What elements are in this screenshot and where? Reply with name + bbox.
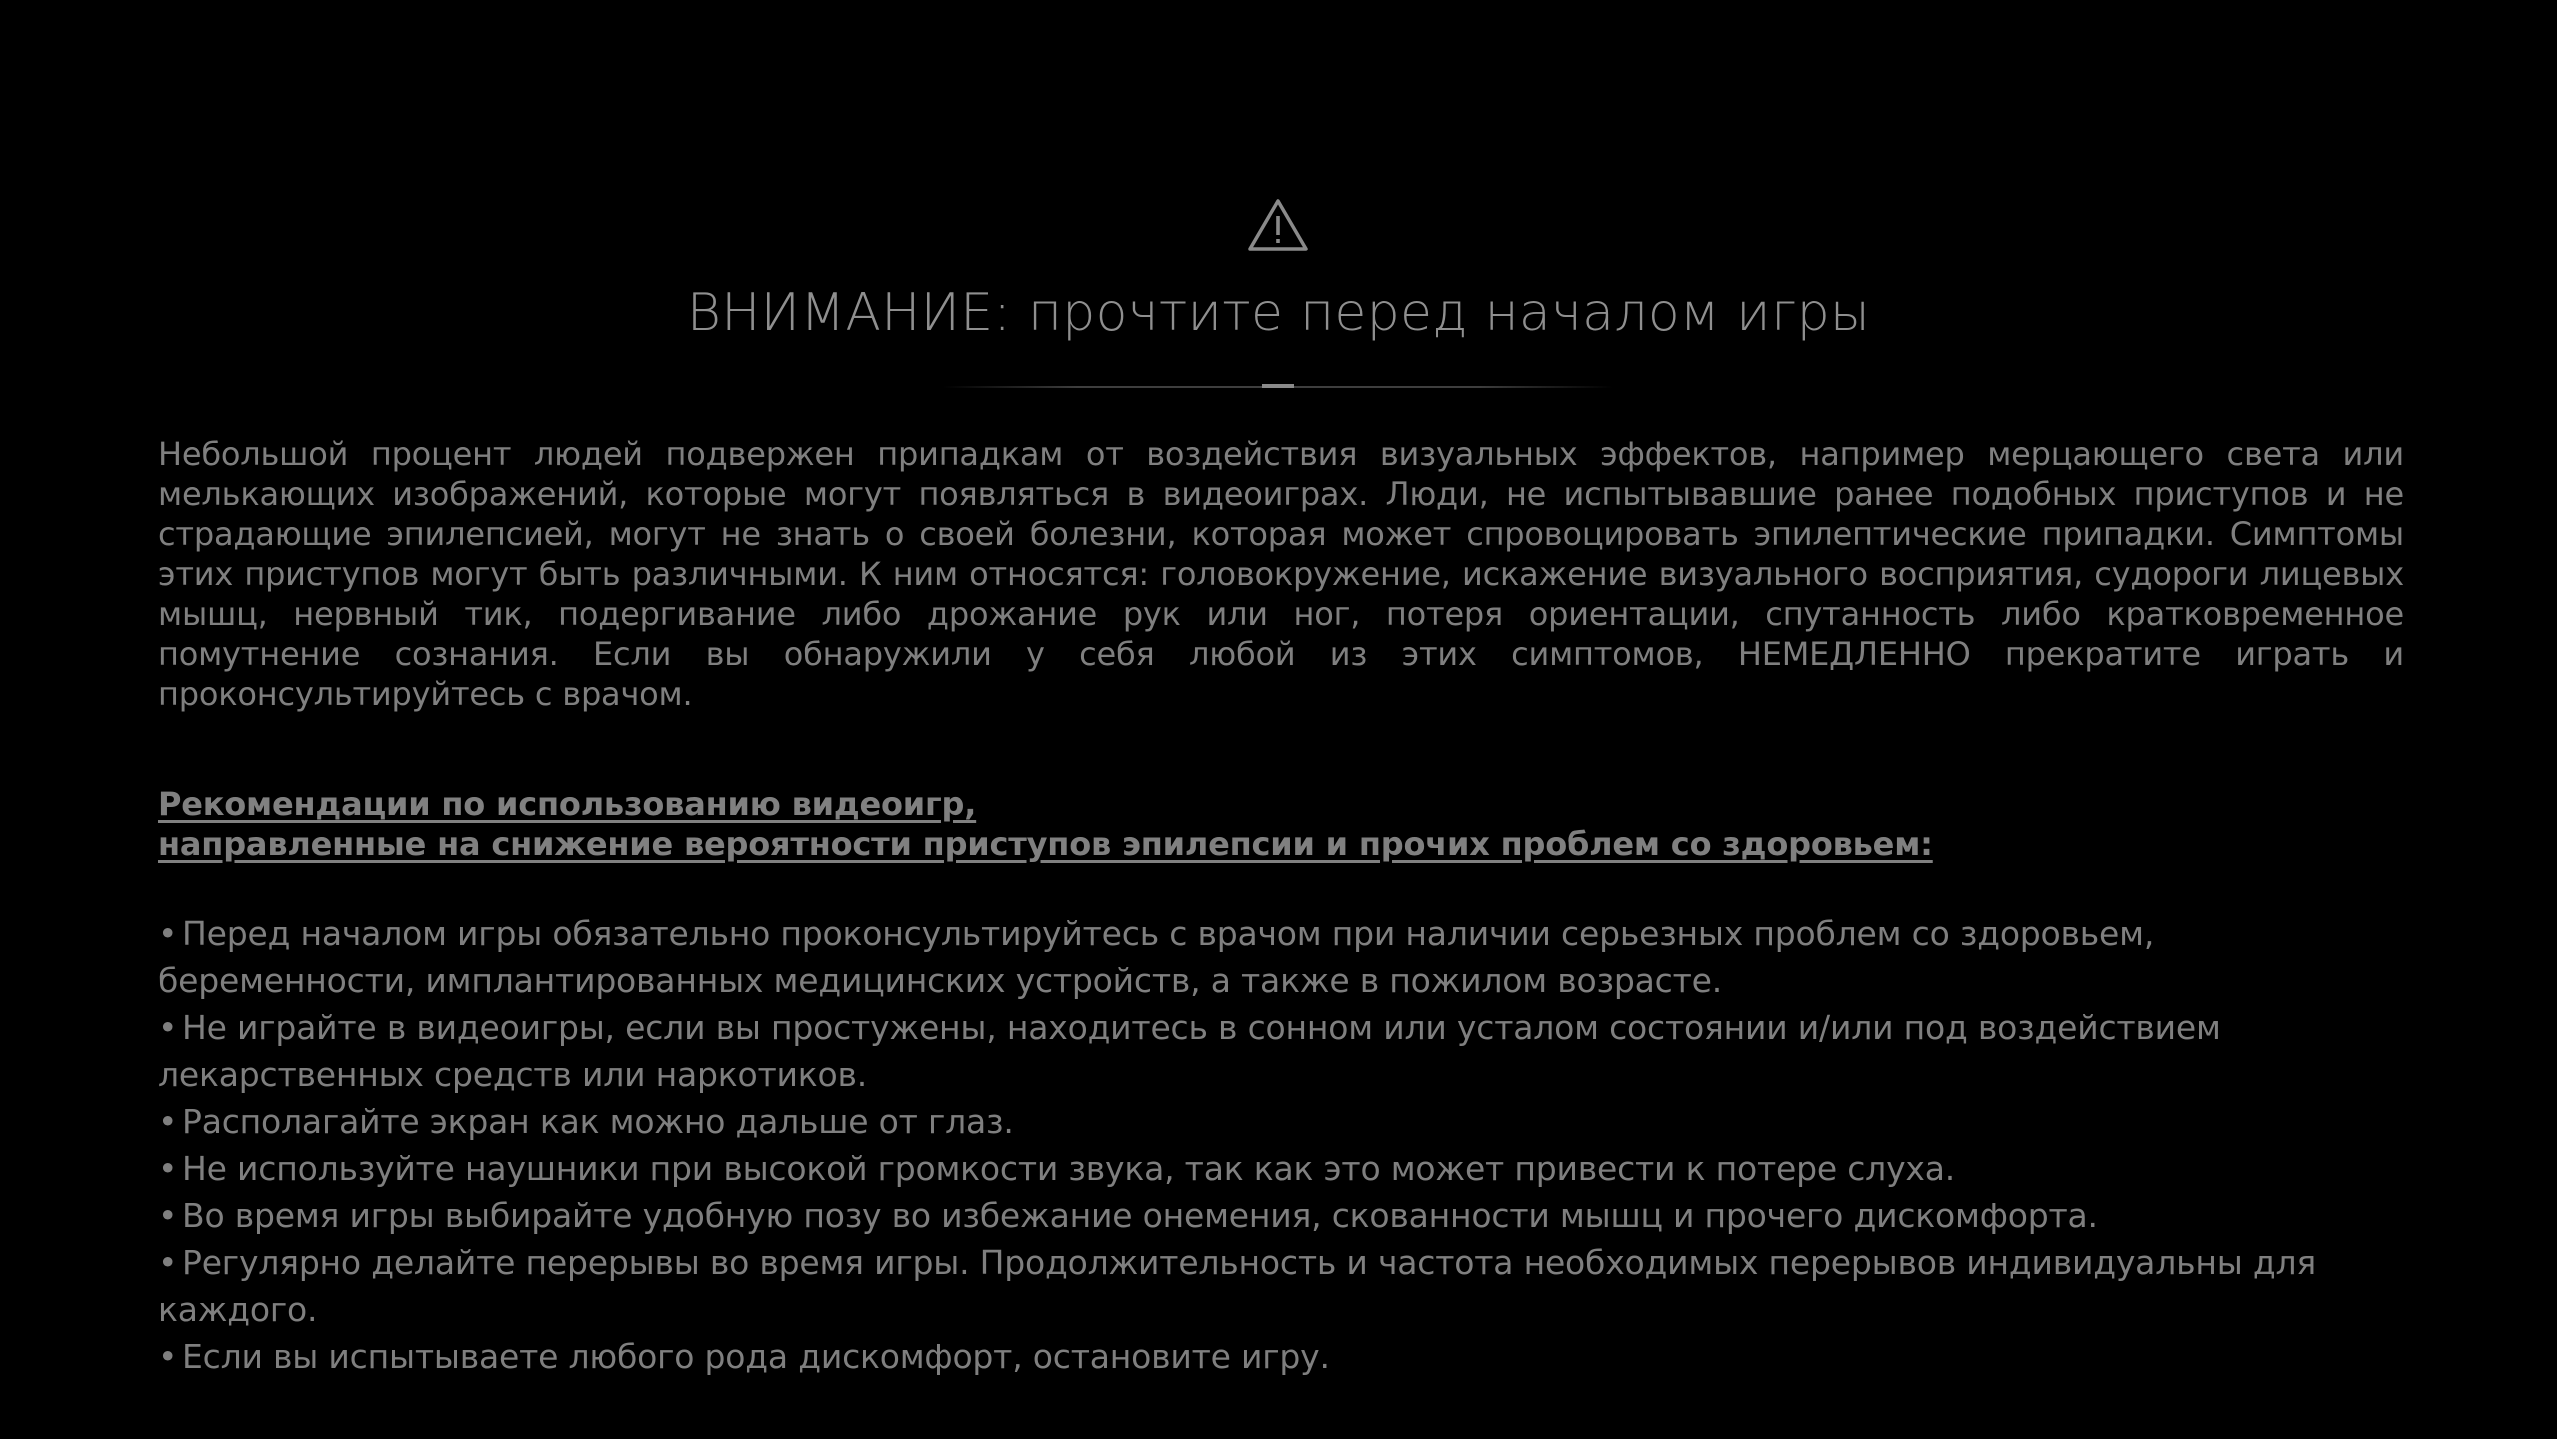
- recommendations-heading-line2: направленные на снижение вероятности приступов эпилепсии и прочих проблем со здоровьем:: [158, 825, 1933, 863]
- recommendations-heading: [158, 784, 2404, 864]
- list-item: [158, 1098, 2404, 1145]
- list-item: [158, 1239, 2404, 1333]
- list-item: [158, 1004, 2404, 1098]
- list-item-text: Регулярно делайте перерывы во время игры. Продолжительность и частота необходимых перерывов индивидуальны для каждого.: [158, 1243, 2317, 1329]
- page-title: ВНИМАНИЕ: прочтите перед началом игры: [686, 283, 1871, 343]
- list-item: [158, 1145, 2404, 1192]
- warning-content: [158, 434, 2404, 1380]
- list-item-text: Не играйте в видеоигры, если вы простужены, находитесь в сонном или усталом состоянии и/или под воздействием лекарственных средств или наркотиков.: [158, 1008, 2221, 1094]
- divider-accent: [1262, 384, 1294, 388]
- list-item: [158, 910, 2404, 1004]
- list-item-text: Во время игры выбирайте удобную позу во избежание онемения, скованности мышц и прочего дискомфорта.: [182, 1196, 2098, 1235]
- bullet-icon: •: [158, 914, 178, 953]
- intro-paragraph: Небольшой процент людей подвержен припадкам от воздействия визуальных эффектов, например мерцающего света или мелькающих изображений, которые могут появляться в видеоиграх. Люди, не испытывавшие ранее подобных приступов и не страдающие эпилепсией, могут не знать о своей болезни, которая может спровоцировать эпилептические припадки. Симптомы этих приступов могут быть различными. К ним относятся: головокружение, искажение визуального восприятия, судороги лицевых мышц, нервный тик, подергивание либо дрожание рук или ног, потеря ориентации, спутанность либо кратковременное помутнение сознания. Если вы обнаружили у себя любой из этих симптомов, НЕМЕДЛЕННО прекратите играть и проконсультируйтесь с врачом.: [158, 435, 2404, 713]
- list-item: [158, 1333, 2404, 1380]
- list-item-text: Перед началом игры обязательно проконсультируйтесь с врачом при наличии серьезных проблем со здоровьем, беременности, имплантированных медицинских устройств, а также в пожилом возрасте.: [158, 914, 2155, 1000]
- list-item: [158, 1192, 2404, 1239]
- recommendations-list: [158, 910, 2404, 1380]
- bullet-icon: •: [158, 1008, 178, 1047]
- bullet-icon: •: [158, 1337, 178, 1376]
- list-item-text: Не используйте наушники при высокой громкости звука, так как это может привести к потере слуха.: [182, 1149, 1956, 1188]
- bullet-icon: •: [158, 1102, 178, 1141]
- bullet-icon: •: [158, 1196, 178, 1235]
- list-item-text: Располагайте экран как можно дальше от глаз.: [182, 1102, 1014, 1141]
- list-item-text: Если вы испытываете любого рода дискомфорт, остановите игру.: [182, 1337, 1330, 1376]
- warning-triangle-icon: [1247, 198, 1309, 252]
- recommendations-heading-line1: Рекомендации по использованию видеоигр,: [158, 785, 977, 823]
- bullet-icon: •: [158, 1149, 178, 1188]
- bullet-icon: •: [158, 1243, 178, 1282]
